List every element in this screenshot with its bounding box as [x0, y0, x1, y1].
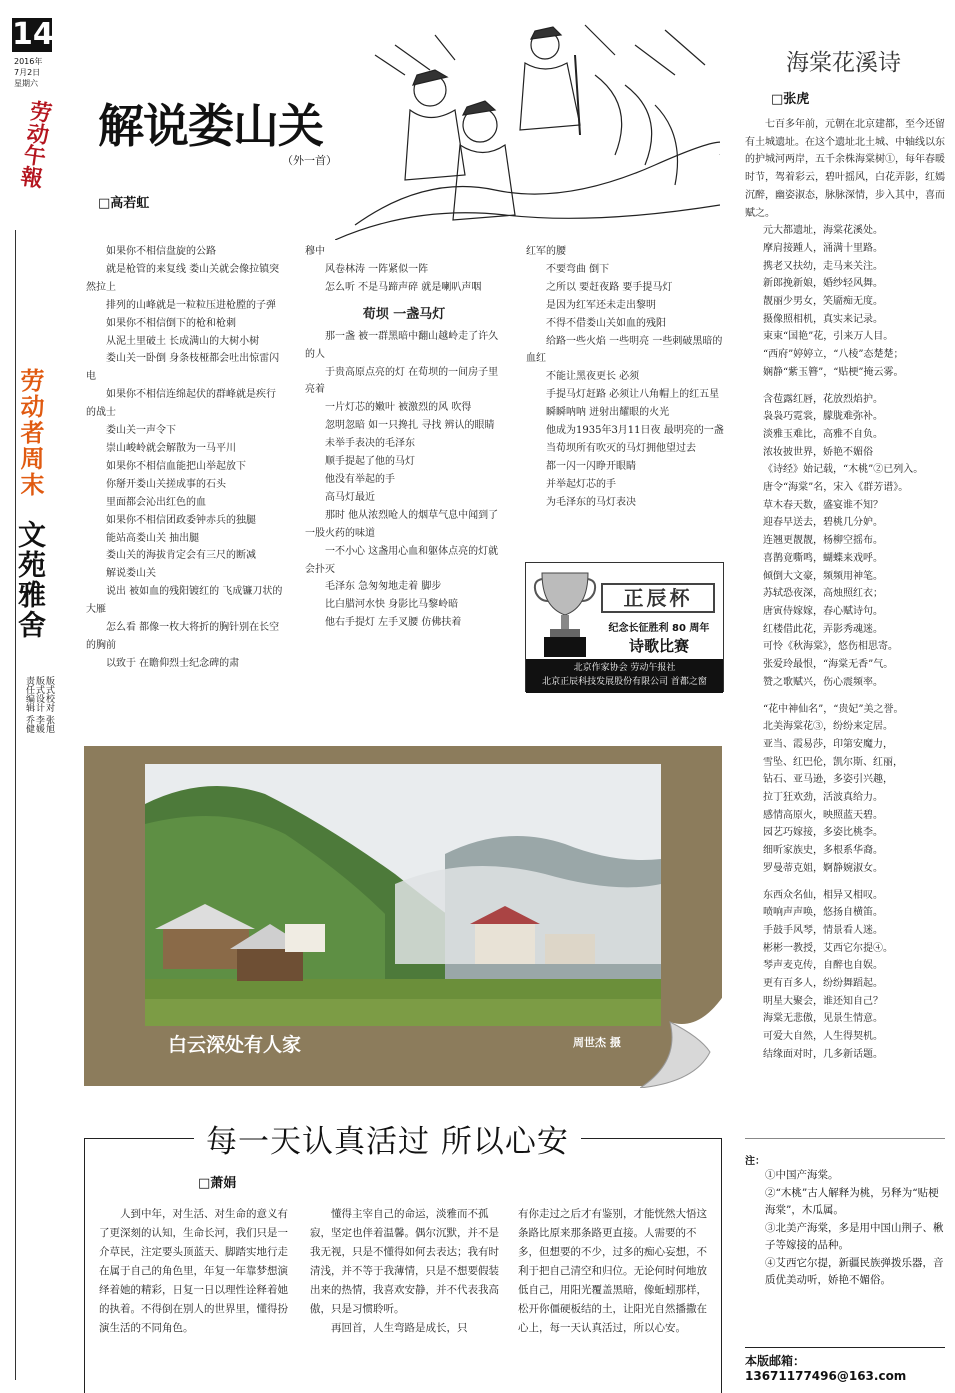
footnote: ②“木桃”古人解释为桃，另释为“贴梗海棠”，木瓜属。 [765, 1186, 939, 1216]
date-line: 星期六 [14, 79, 38, 88]
contest-name: 诗歌比赛 [628, 637, 689, 655]
poem-line: 毛泽东 急匆匆地走着 脚步 [325, 581, 442, 593]
footnotes [745, 1152, 945, 1290]
poem-line: 比白腊河水快 身影比马黎岭暗 [325, 599, 459, 611]
page-number: 14 [12, 17, 54, 52]
verse-line: 唐令“海棠”名，宋入《群芳谱》。 [763, 482, 909, 494]
poem-line: 手提马灯赶路 必须让八角帽上的红五星 [546, 389, 720, 401]
poem-line: 解说娄山关 [106, 568, 156, 580]
verse-line: 园艺巧嫁接，多姿比桃李。 [763, 827, 883, 839]
contest-brand: 正辰杯 [601, 583, 715, 613]
verse-line: 张爱玲最恨，“海棠无香”气。 [763, 659, 894, 671]
verse-line: 唐寅侍嫁嫁，春心赋诗句。 [763, 605, 883, 617]
poem-line: 高马灯最近 [325, 491, 375, 503]
poem-line: 能站高娄山关 抽出腿 [106, 532, 200, 544]
credit-line: 版式设计 李媛 [34, 676, 44, 733]
verse-line: 罗曼蒂克姐，婀静婉淑女。 [763, 862, 883, 874]
poem-title: 解说娄山关 [98, 99, 323, 153]
verse-line: 红楼借此花，弄影秀魂迷。 [763, 623, 883, 635]
footnote: ④艾西它尔提，新疆民族弹拨乐器，音质优美动听，娇艳不媚俗。 [765, 1256, 944, 1286]
poem-line: 以致于 在瞻仰烈士纪念碑的肃 [106, 657, 240, 669]
verse-line: 喷响声声唤，悠扬自横笛。 [763, 907, 883, 919]
verse-line: 摄像照相机，真实来记录。 [763, 313, 883, 325]
poem-intro: 七百多年前，元朝在北京建都，至今还留有土城遗址。在这个遗址北土城、中轴线以东的护城河两岸，五千余株海棠树①，每年春暖时节，驾着彩云，碧叶摇风，白花弄影，红嫣沉醉，幽姿淑态，脉脉深情，步入其中，喜而赋之。 [745, 119, 945, 219]
footnote: ①中国产海棠。 [765, 1169, 839, 1181]
poem-line: 就是枪管的来复线 娄山关就会像拉镇突然拉上 [86, 263, 280, 293]
verse-line: 结缘面对时，几多新话题。 [763, 1048, 883, 1060]
poem-column-3 [526, 243, 724, 512]
verse-line: 含苞露红唇，花放烈焰护。 [763, 393, 883, 405]
poem-line: 给路一些火焰 一些明亮 一些刺破黑暗的血红 [526, 335, 723, 365]
verse-line: 拉丁狂欢劲，活波真给力。 [763, 792, 883, 804]
footnote: ③北美产海棠，多是用中国山荆子、楸子等嫁接的品种。 [765, 1221, 944, 1251]
poem-line: 穆中 [305, 246, 325, 257]
right-poem-title: 海棠花溪诗 [786, 50, 901, 76]
photo-caption: 白云深处有人家 [168, 1034, 302, 1056]
verse-line: 北美海棠花③，纷纷来定居。 [763, 721, 893, 733]
verse-line: 淡雅玉难比，高雅不自负。 [763, 428, 883, 440]
poem-line: 之所以 要赶夜路 要手提马灯 [546, 281, 673, 293]
verse-line: 钻石、亚马逊，多姿引兴趣， [763, 774, 893, 786]
credit-line: 责任编辑 乔健 [24, 676, 34, 733]
essay-column-3 [518, 1205, 708, 1338]
verse-line: 草木春天数，盛宴谁不知？ [763, 499, 883, 511]
poem-author: □高若虹 [98, 196, 150, 211]
page-curl-decoration [640, 992, 726, 1088]
poem-line: 都一闪一闪睁开眼睛 [546, 460, 636, 472]
issue-date [14, 56, 42, 89]
date-line: 7月2日 [14, 68, 41, 77]
verse-line: 手鼓手风琴，情景看人迷。 [763, 924, 883, 936]
poem-line: 娄山关的海拔肯定会有三尺的断减 [106, 550, 256, 562]
verse-line: “花中神仙名”，“贵妃”美之誉。 [763, 703, 904, 715]
verse-line: 元大都遗址，海棠花溪处。 [763, 225, 883, 237]
poem-line: 于贵高原点亮的灯 在荀坝的一间房子里亮着 [305, 366, 499, 396]
section-weekend-label: 劳动者周末 [16, 368, 44, 498]
verse-line: 琴声麦克传，自醉也自娱。 [763, 960, 883, 972]
poem-line: 风卷林涛 一阵紧似一阵 [325, 263, 429, 275]
verse-line: 苏轼恐夜深，高烛照红衣； [763, 588, 883, 600]
poem-line: 里面都会沁出红色的血 [106, 496, 206, 508]
verse-line: 连翘更靓靓，杨柳空摇布。 [763, 535, 883, 547]
poem-line: 不能让黑夜更长 必须 [546, 371, 640, 383]
poem-line: 当荀坝所有吹灭的马灯拥他望过去 [546, 442, 696, 454]
contest-organizers [526, 659, 723, 693]
poem-line: 如果你不相信盘旋的公路 [106, 246, 216, 257]
verse-line: 束束“国艳”花，引来万人目。 [763, 331, 894, 343]
poem-line: 怎么听 不是马蹄声碎 就是喇叭声咽 [325, 281, 482, 293]
notes-label: 注： [745, 1156, 765, 1167]
editor-credits [14, 676, 54, 733]
verse-line: 《诗经》始记载，“木桃”②已列入。 [763, 464, 924, 476]
verse-line: 摩肩接踵人，涌满十里路。 [763, 242, 883, 254]
verse-line: 亚当、霞易莎，印第安魔力， [763, 738, 893, 750]
landscape-photo [145, 764, 661, 1026]
poem-line: 那一盏 被一群黑暗中翻山越岭走了许久的人 [305, 330, 499, 360]
poem-line: 如果你不相信血能把山举起放下 [106, 460, 246, 472]
poem-line: 未举手表决的毛泽东 [325, 438, 415, 450]
verse-line: 感情高原火，映照蓝天碧。 [763, 809, 883, 821]
verse-line: 细听家族史，多根系华裔。 [763, 845, 883, 857]
right-poem-author: □张虎 [771, 92, 810, 107]
verse-line: 赞之歌赋兴，伤心震频率。 [763, 676, 883, 688]
poem-line: 为毛泽东的马灯表决 [546, 496, 636, 508]
poem-line: 说出 被如血的残阳镀红的 飞成镰刀状的大雁 [86, 586, 283, 616]
notes-divider [745, 1138, 945, 1139]
essay-paragraph: 懂得主宰自己的命运，淡雅而不孤寂，坚定也伴着温馨。偶尔沉默，并不是我无视，只是不懂得如何去表达；我有时清浅，并不等于我薄情，只是不想要假装出来的热情，我喜欢安静，并不代表我高傲，只是习惯聆听。 [310, 1208, 499, 1315]
poem-column-2 [305, 243, 503, 632]
verse-line: 彬彬一教授，艾西它尔提④。 [763, 942, 893, 954]
poem-line: 如果你不相信倒下的枪和枪刺 [106, 317, 236, 329]
verse-line: 明星大聚会，谁还知自己？ [763, 995, 883, 1007]
verse-line: 娴静“紫玉簪”，“贴梗”掩云雾。 [763, 366, 904, 378]
right-poem-body [745, 116, 945, 1064]
poem-line: 娄山关一声令下 [106, 425, 176, 437]
poem-line: 是因为红军还未走出黎明 [546, 299, 656, 311]
poem-line: 排列的山峰就是一粒粒压进枪膛的子弹 [106, 299, 276, 311]
contest-subtitle: 纪念长征胜利 80 周年 [608, 623, 710, 634]
poem-line: 顺手提起了他的马灯 [325, 456, 415, 468]
essay-title: 每一天认真活过 所以心安 [194, 1116, 581, 1161]
verse-line: 新郎挽新娘，婚纱轻风舞。 [763, 278, 883, 290]
poem-line: 并举起灯芯的手 [546, 478, 616, 490]
essay-column-1 [99, 1205, 289, 1338]
trophy-icon [532, 567, 598, 659]
essay-paragraph: 人到中年，对生活、对生命的意义有了更深刻的认知，生命长河，我们只是一介草民，注定要头顶蓝天、脚踏实地行走在属于自己的角色里，年复一年靠梦想演绎着她的精彩，日复一日以理性诠释着她的执着。不得倒在别人的世界里，懂得扮演生活的不同角色。 [99, 1208, 288, 1334]
photo-credit: 周世杰 摄 [573, 1036, 621, 1049]
poem-subtitle: （外一首） [282, 154, 337, 167]
newspaper-masthead: 劳动午報 [16, 98, 54, 190]
verse-line: 迎春早送去，碧桃几分妒。 [763, 517, 883, 529]
poem-line: 一片灯芯的嫩叶 被激烈的风 吹得 [325, 402, 472, 414]
verse-line: 东西众名仙，相异又相叹。 [763, 889, 883, 901]
poem-line: 他成为1935年3月11日夜 最明亮的一盏 [546, 425, 724, 437]
verse-line: 倾倒大文豪，频频用神笔。 [763, 570, 883, 582]
verse-line: “西府”婷婷立，“八棱”态楚楚； [763, 349, 904, 361]
poem-line: 怎么看 都像一枚大将折的胸针别在长空的胸前 [86, 622, 280, 651]
verse-line: 浓妆披世界，娇艳不媚俗 [763, 446, 873, 458]
poem-line: 红军的腰 [526, 246, 566, 257]
email-divider [745, 1347, 945, 1348]
organizer-line: 北京作家协会 劳动午报社 [573, 663, 676, 673]
section-email: 本版邮箱：13671177496@163.com [745, 1354, 907, 1383]
poem-line: 他右手提灯 左手叉腰 仿佛扶着 [325, 617, 462, 629]
poem-line: 如果你不相信连绵起伏的群峰就是疾行的战士 [86, 389, 276, 419]
verse-line: 喜鹊竟嘶鸣，蝴蝶来戏呼。 [763, 552, 883, 564]
poem-line: 不得不借娄山关如血的残阳 [546, 317, 666, 329]
credit-line: 版式校对 张旭 [44, 676, 54, 733]
verse-line: 更有百多人，纷纷舞蹈起。 [763, 978, 883, 990]
date-line: 2016年 [14, 57, 43, 66]
poem-line: 娄山关一卧倒 身条枝桠都会吐出惊雷闪电 [86, 353, 280, 383]
poem-line: 不要弯曲 倒下 [546, 263, 610, 275]
poem-line: 一不小心 这盏用心血和躯体点亮的灯就会扑灭 [305, 545, 499, 575]
poem-line: 如果你不相信团政委钟赤兵的独腿 [106, 514, 256, 526]
verse-line: 雪坠、红巴伦，凯尔斯、红丽， [763, 756, 903, 768]
poem-line: 你掰开娄山关搓成事的石头 [106, 478, 226, 490]
verse-line: 海棠无悲傲，见景生情意。 [763, 1013, 883, 1025]
soldiers-sketch-illustration [335, 15, 720, 240]
poem-column-1 [86, 243, 284, 673]
poem-line: 从泥土里破土 长成满山的大树小树 [106, 335, 260, 347]
verse-line: 袅袅巧霓裳，朦胧难弥补。 [763, 411, 883, 423]
poem-line: 瞬瞬呐呐 迸射出耀眼的火光 [546, 407, 670, 419]
essay-author: □萧娟 [198, 1176, 237, 1191]
verse-line: 靓丽少男女，笑靥痴无度。 [763, 296, 883, 308]
section-name: 文苑雅舍 [14, 520, 47, 640]
poem-line: 那时 他从浓烈呛人的烟草气息中闻到了一股火药的味道 [305, 509, 499, 539]
verse-line: 携老又扶幼，走马来关注。 [763, 260, 883, 272]
essay-column-2 [310, 1205, 500, 1338]
organizer-line: 北京正辰科技发展股份有限公司 首都之窗 [542, 677, 707, 687]
poem-line: 他没有举起的手 [325, 473, 395, 485]
left-rail [0, 0, 58, 1392]
verse-line: 可怜《秋海棠》，悠伤相思寄。 [763, 641, 898, 653]
poetry-contest-ad [525, 562, 724, 692]
second-poem-title: 荀坝 一盏马灯 [362, 306, 446, 322]
essay-paragraph: 有你走过之后才有鉴别，才能恍然大悟这条路比原来那条路更直接。人需要的不多，但想要的不少，过多的痴心妄想，不利于把自己清空和归位。无论何时何地放低自己，用阳光覆盖黑暗，像蚯蚓那样，松开你僵硬板结的土，让阳光自然播撒在心上，每一天认真活过，所以心安。 [518, 1208, 707, 1334]
poem-line: 崇山峻岭就会解散为一马平川 [106, 442, 236, 454]
verse-line: 可爱大自然，人生得契机。 [763, 1031, 883, 1043]
essay-paragraph: 再回首，人生弯路是成长，只 [331, 1322, 468, 1334]
poem-line: 忽明忽暗 如一只搀扎 寻找 辨认的眼睛 [325, 420, 495, 432]
